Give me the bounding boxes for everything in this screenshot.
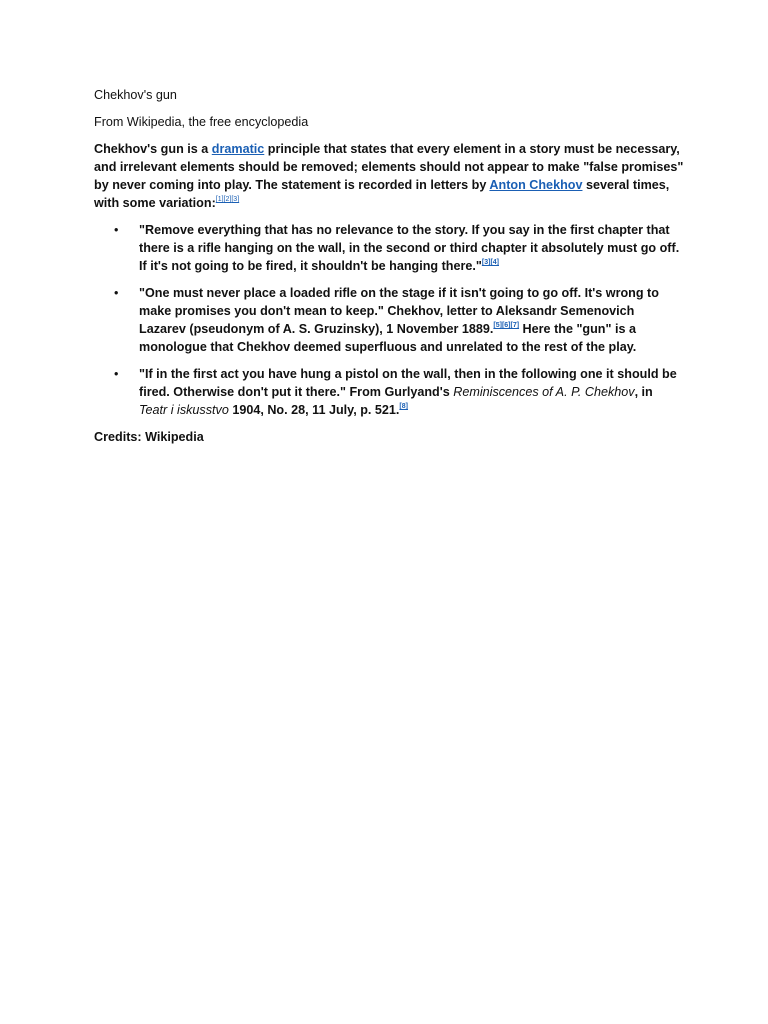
document-subtitle: From Wikipedia, the free encyclopedia (94, 115, 309, 129)
quote-text: "If in the first act you have hung a pistol on the wall, then in the following one it should be fired. Otherwise don't put it there." From Gurlyand's (139, 367, 677, 399)
intro-paragraph (94, 140, 684, 212)
quote-text: "Remove everything that has no relevance to the story. If you say in the first chapter that there is a rifle hanging on the wall, in the second or third chapter it absolutely must go off. If it's not going to be fired, it shouldn't be hanging there." (139, 223, 680, 273)
ref-link[interactable]: [7] (510, 322, 520, 329)
intro-text-2: principle that states that every element in a story must be necessary, and irrelevant elements should be removed; elements should not appear to make "false promises" by never coming into play. The statement is recorded in letters by (94, 142, 684, 192)
list-item (94, 365, 684, 419)
intro-refs (216, 196, 239, 203)
document-page (94, 86, 684, 446)
ref-link[interactable]: [8] (399, 403, 408, 410)
quote-text-end: 1904, No. 28, 11 July, p. 521. (228, 403, 400, 417)
book-title: Reminiscences of A. P. Chekhov (453, 385, 635, 399)
quote-text: "One must never place a loaded rifle on the stage if it isn't going to go off. It's wrong to make promises you don't mean to keep." Chekhov, letter to Aleksandr Semenovich Lazarev (pseudonym of A. S. Gruzinsky), 1 November 1889. (139, 286, 659, 336)
list-item (94, 221, 684, 275)
ref-link[interactable]: [6] (501, 322, 511, 329)
quote-refs (399, 403, 408, 410)
bullet-icon: • (114, 286, 119, 300)
bullet-icon: • (114, 367, 119, 381)
quote-list (94, 221, 684, 419)
dramatic-link[interactable]: dramatic (211, 142, 265, 156)
list-item (94, 284, 684, 356)
ref-link[interactable]: [1] (215, 196, 224, 203)
quote-text-mid: , in (634, 385, 653, 399)
credits-line: Credits: Wikipedia (94, 430, 204, 444)
intro-text-1: is a (183, 142, 212, 156)
quote-refs (482, 259, 499, 266)
quote-refs (493, 322, 519, 329)
ref-link[interactable]: [3] (231, 196, 240, 203)
intro-term: Chekhov's gun (94, 142, 184, 156)
ref-link[interactable]: [3] (481, 259, 491, 266)
intro-text-3: several times, with some variation: (94, 178, 670, 210)
quote-note: Here the "gun" is a monologue that Chekhov deemed superfluous and unrelated to the rest of the play. (139, 322, 637, 354)
journal-title: Teatr i iskusstvo (139, 403, 229, 417)
document-title: Chekhov's gun (94, 88, 177, 102)
ref-link[interactable]: [4] (490, 259, 499, 266)
anton-chekhov-link[interactable]: Anton Chekhov (489, 178, 583, 192)
bullet-icon: • (114, 223, 119, 237)
ref-link[interactable]: [2] (223, 196, 232, 203)
ref-link[interactable]: [5] (493, 322, 502, 329)
